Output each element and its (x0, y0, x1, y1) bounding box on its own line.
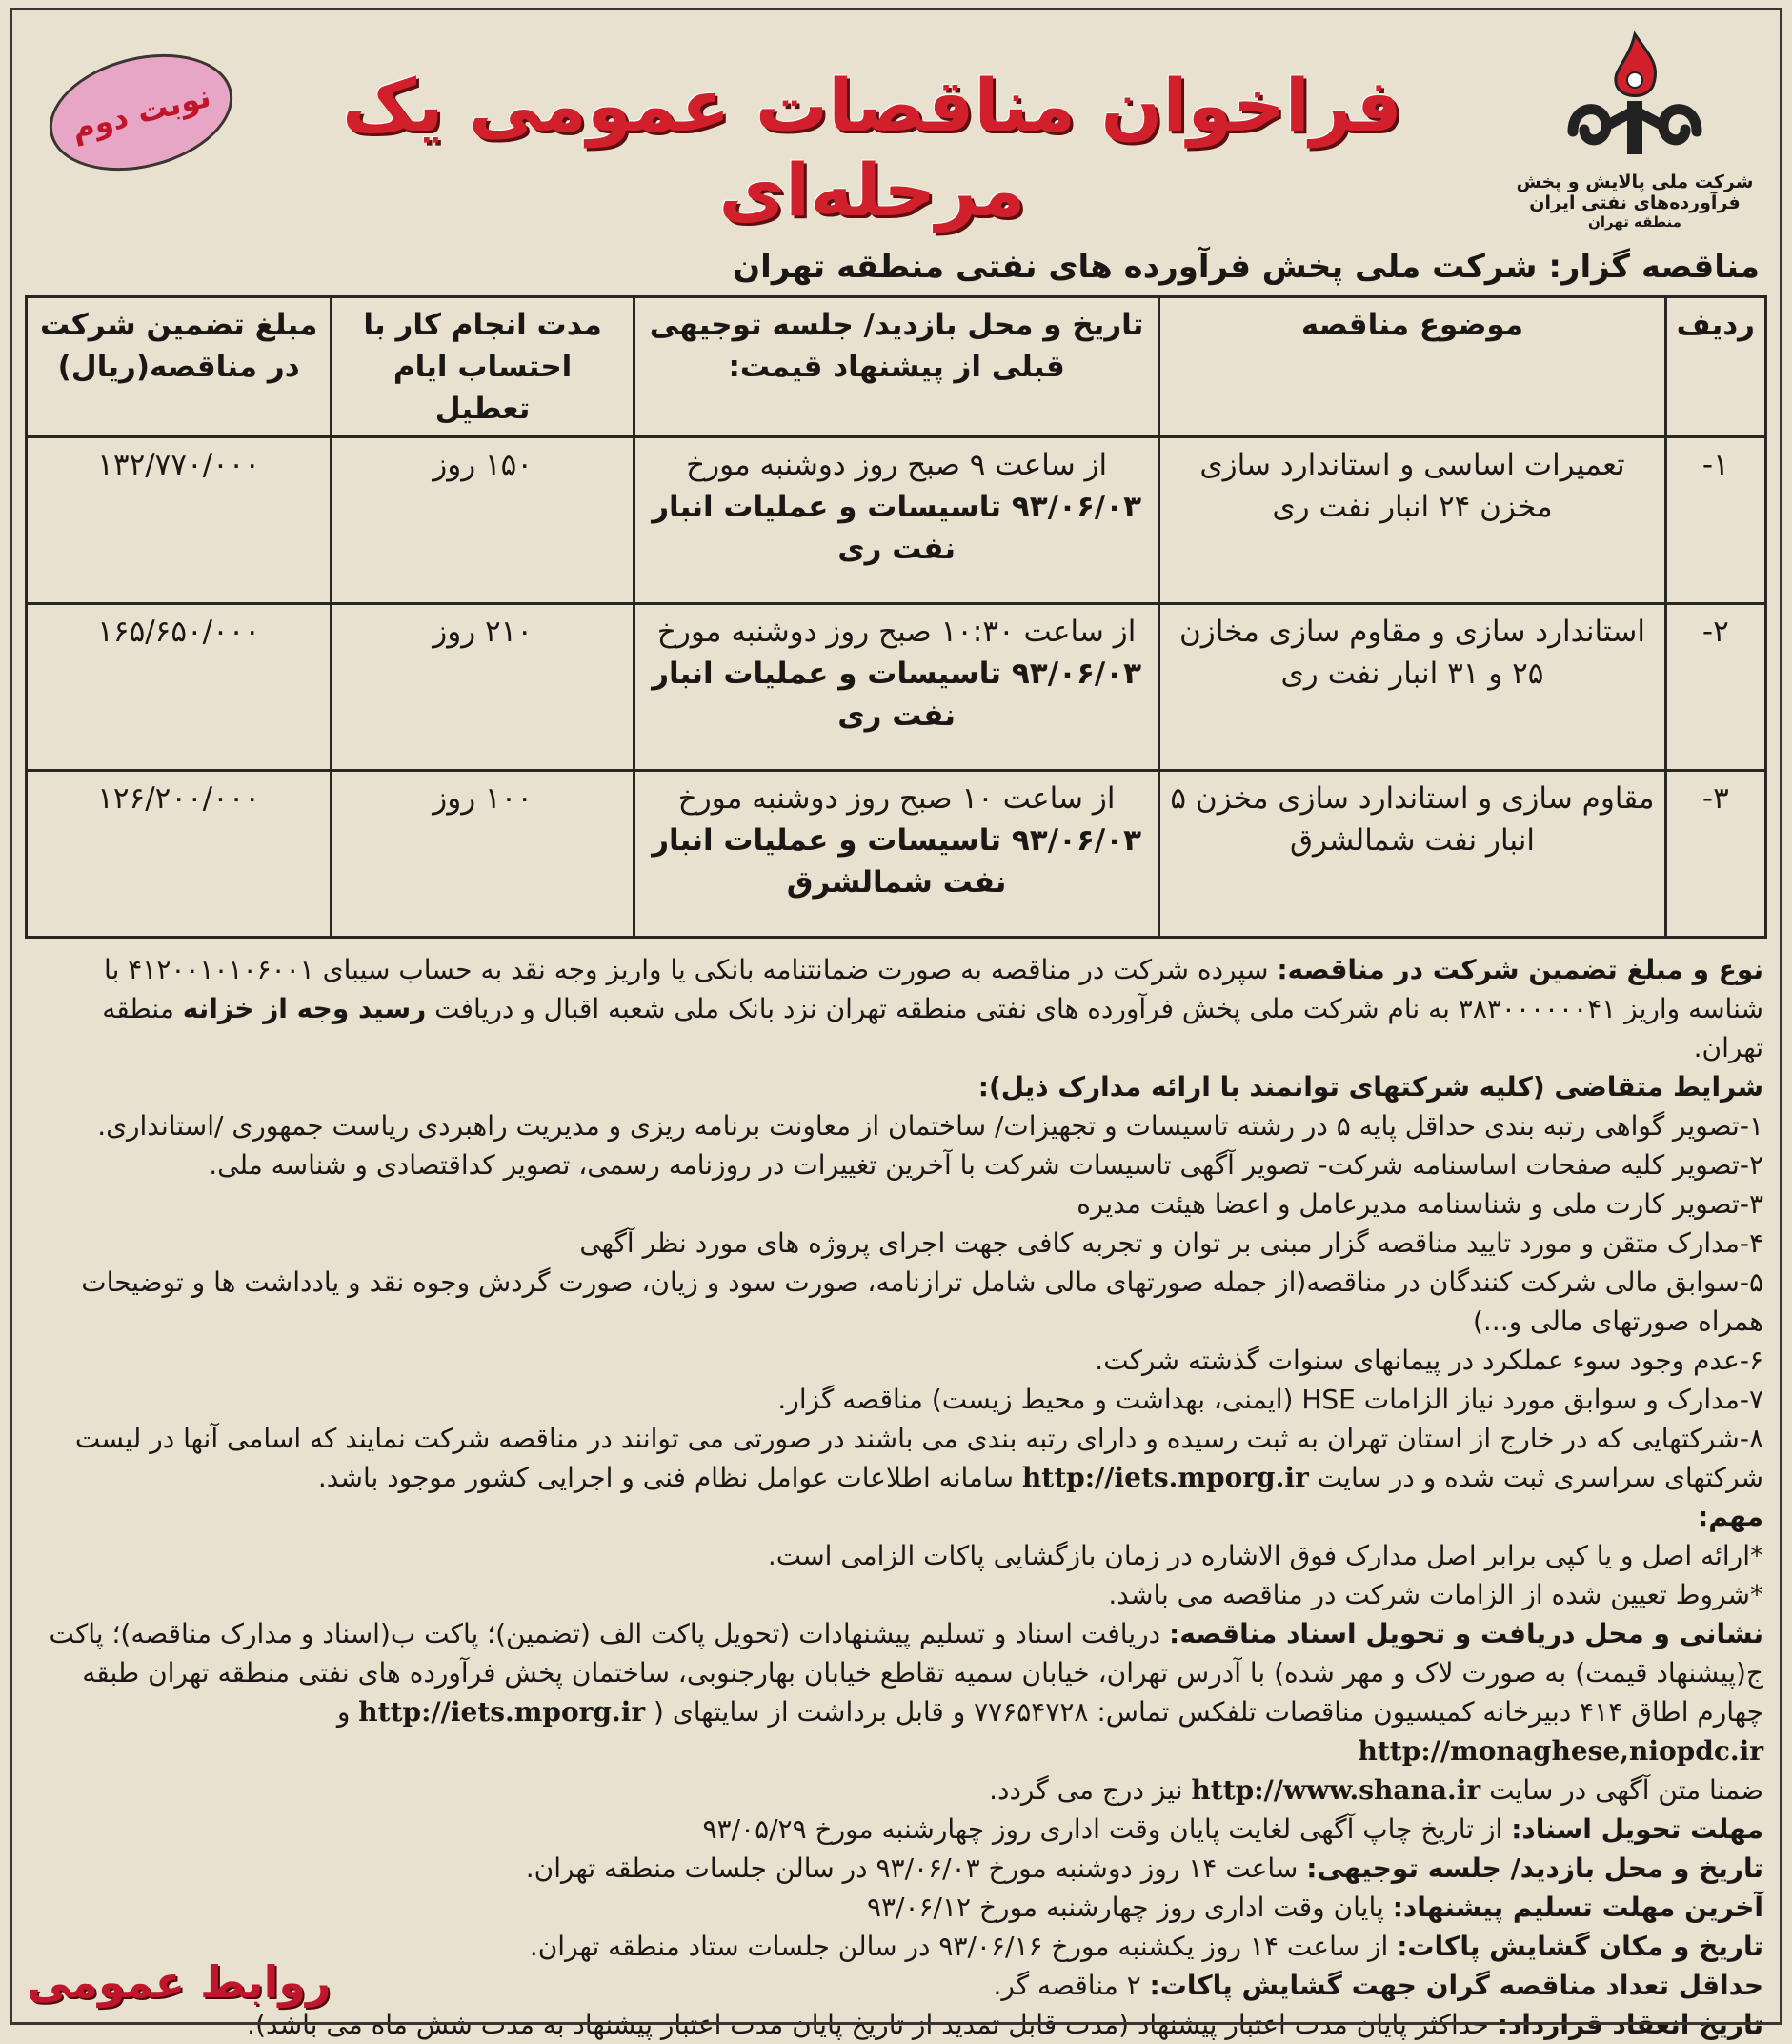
row-subject: تعمیرات اساسی و استاندارد سازی مخزن ۲۴ انبار نفت ری (1159, 437, 1665, 604)
condition-8-tail: سامانه اطلاعات عوامل نظام فنی و اجرایی کشور موجود باشد. (317, 1462, 1015, 1493)
deadline-label: تاریخ انعقاد قرارداد: (1497, 2009, 1763, 2040)
row-number: ۱- (1665, 437, 1765, 604)
guarantee-tail: منطقه تهران. (102, 993, 1763, 1063)
company-logo (1516, 27, 1754, 236)
address-text: دریافت اسناد و تسلیم پیشنهادات (تحویل پاکت الف (تضمین)؛ پاکت ب(اسناد و مدارک مناقصه)؛ پاکت ج(پیشنهاد قیمت) به صورت لاک و مهر شده) با آدرس تهران، خیابان سمیه تقاطع خیابان بهارجنوبی، ساختمان پخش فرآورده های نفتی منطقه تهران طبقه چهارم اطاق ۴۱۴ دبیرخانه کمیسیون مناقصات تلفکس تماس: ۷۷۶۵۴۷۲۸ و قابل برداشت از سایتهای ( (49, 1618, 1763, 1728)
row-visit (634, 604, 1158, 771)
deadline-text: ساعت ۱۴ روز دوشنبه مورخ ۹۳/۰۶/۰۳ در سالن جلسات منطقه تهران. (525, 1852, 1299, 1884)
row-duration: ۱۰۰ روز (332, 771, 634, 938)
public-relations-signature: روابط عمومی (27, 1956, 332, 2008)
deadline-text: از ساعت ۱۴ روز یکشنبه مورخ ۹۳/۰۶/۱۶ در سالن جلسات ستاد منطقه تهران. (529, 1931, 1389, 1962)
condition-item: ۴-مدارک متقن و مورد تایید مناقصه گزار مبنی بر توان و تجربه کافی جهت اجرای پروژه های مورد نظر آگهی (579, 1227, 1763, 1259)
condition-item: ۷-مدارک و سوابق مورد نیاز الزامات HSE (ایمنی، بهداشت و محیط زیست) مناقصه گزار. (777, 1384, 1763, 1415)
deadline-text: ۲ مناقصه گر. (993, 1970, 1141, 2001)
guarantee-text: سپرده شرکت در مناقصه به صورت ضمانتنامه بانکی یا واریز وجه نقد به حساب سیبای ۴۱۲۰۰۱۰۱۰۶۰۰۱ با شناسه واریز ۳۸۳۰۰۰۰۰۰۴۱ به نام شرکت ملی پخش فرآورده های نفتی منطقه تهران نزد بانک ملی شعبه اقبال و دریافت (104, 954, 1763, 1024)
deadline-item (29, 1810, 1763, 1849)
row-subject: استاندارد سازی و مقاوم سازی مخازن ۲۵ و ۳۱ انبار نفت ری (1159, 604, 1665, 771)
header (25, 17, 1767, 246)
guarantee-bold-tail: رسید وجه از خزانه (182, 993, 427, 1024)
row-visit-place: ۹۳/۰۶/۰۳ تاسیسات و عملیات انبار نفت ری (652, 490, 1142, 566)
shana-paragraph (29, 1771, 1763, 1810)
conditions-title: شرایط متقاضی (کلیه شرکتهای توانمند با ارائه مدارک ذیل): (977, 1071, 1763, 1103)
deadline-item (29, 1888, 1763, 1927)
row-number: ۳- (1665, 771, 1765, 938)
guarantee-label: نوع و مبلغ تضمین شرکت در مناقصه: (1277, 954, 1763, 985)
deadline-text: حداکثر پایان مدت اعتبار پیشنهاد (مدت قابل تمدید از تاریخ پایان مدت اعتبار پیشنهاد به مدت شش ماه می باشد). (247, 2009, 1489, 2040)
col-header-row: ردیف (1665, 297, 1765, 437)
deadline-label: تاریخ و محل بازدید/ جلسه توجیهی: (1306, 1852, 1763, 1884)
row-subject: مقاوم سازی و استاندارد سازی مخزن ۵ انبار نفت شمالشرق (1159, 771, 1665, 938)
col-header-amount: مبلغ تضمین شرکت در مناقصه(ریال) (27, 297, 332, 437)
logo-company-name: شرکت ملی پالایش و پخش فرآورده‌های نفتی ایران (1516, 172, 1754, 213)
condition-item: ۶-عدم وجود سوء عملکرد در پیمانهای سنوات گذشته شرکت. (1095, 1345, 1763, 1376)
notice-body (25, 950, 1767, 2044)
row-number: ۲- (1665, 604, 1765, 771)
tender-issuer: مناقصه گزار: شرکت ملی پخش فرآورده های نفتی منطقه تهران (733, 248, 1760, 286)
row-amount: ۱۳۲/۷۷۰/۰۰۰ (27, 437, 332, 604)
address-label: نشانی و محل دریافت و تحویل اسناد مناقصه: (1169, 1618, 1763, 1649)
important-item: *ارائه اصل و یا کپی برابر اصل مدارک فوق الاشاره در زمان بازگشایی پاکات الزامی است. (767, 1540, 1763, 1571)
iets-link[interactable]: http://iets.mporg.ir (1021, 1462, 1309, 1493)
condition-item-8 (29, 1419, 1763, 1497)
shana-link[interactable]: http://www.shana.ir (1191, 1774, 1481, 1806)
condition-item: ۲-تصویر کلیه صفحات اساسنامه شرکت- تصویر آگهی تاسیسات شرکت با آخرین تغییرات در روزنامه رسمی، تصویر کداقتصادی و شناسه ملی. (209, 1149, 1763, 1181)
deadline-item (29, 1849, 1763, 1888)
row-visit-time: از ساعت ۱۰ صبح روز دوشنبه مورخ (677, 781, 1116, 816)
col-header-visit: تاریخ و محل بازدید/ جلسه توجیهی قبلی از پیشنهاد قیمت: (634, 297, 1158, 437)
iets-link[interactable]: http://iets.mporg.ir (358, 1696, 646, 1728)
condition-8-text: ۸-شرکتهایی که در خارج از استان تهران به ثبت رسیده و دارای رتبه بندی می باشند در صورتی می توانند در مناقصه شرکت نمایند که اسامی آنها در لیست شرکتهای سراسری ثبت شده و در سایت (74, 1423, 1763, 1493)
deadline-label: آخرین مهلت تسلیم پیشنهاد: (1392, 1892, 1763, 1923)
table-header-row (27, 297, 1766, 437)
deadline-label: مهلت تحویل اسناد: (1511, 1813, 1763, 1845)
row-visit-time: از ساعت ۱۰:۳۰ صبح روز دوشنبه مورخ (656, 615, 1137, 649)
table-row (27, 604, 1766, 771)
condition-item: ۱-تصویر گواهی رتبه بندی حداقل پایه ۵ در رشته تاسیسات و تجهیزات/ ساختمان از معاونت برنامه ریزی و مدیریت راهبردی ریاست جمهوری /استانداری. (97, 1110, 1763, 1142)
deadline-label: تاریخ و مکان گشایش پاکات: (1397, 1931, 1763, 1962)
logo-region: منطقه تهران (1588, 213, 1681, 231)
row-amount: ۱۲۶/۲۰۰/۰۰۰ (27, 771, 332, 938)
row-visit-place: ۹۳/۰۶/۰۳ تاسیسات و عملیات انبار نفت ری (652, 657, 1142, 733)
important-title: مهم: (1698, 1501, 1763, 1532)
address-and: و (336, 1696, 351, 1728)
shana-pre: ضمنا متن آگهی در سایت (1489, 1774, 1763, 1806)
row-visit (634, 771, 1158, 938)
condition-item: ۵-سوابق مالی شرکت کنندگان در مناقصه(از جمله صورتهای مالی شامل ترازنامه، صورت سود و زیان، صورت گردش وجوه نقد و یادداشت ها و توضیحات همراه صورتهای مالی و...) (81, 1266, 1763, 1337)
condition-item: ۳-تصویر کارت ملی و شناسنامه مدیرعامل و اعضا هیئت مدیره (1077, 1188, 1763, 1220)
col-header-duration: مدت انجام کار با احتساب ایام تعطیل (332, 297, 634, 437)
guarantee-paragraph (29, 950, 1763, 1067)
monaghese-link[interactable]: http://monaghese,niopdc.ir (1358, 1735, 1763, 1767)
table-row (27, 437, 1766, 604)
row-duration: ۲۱۰ روز (332, 604, 634, 771)
second-round-badge: نوبت دوم (37, 36, 245, 189)
address-paragraph (29, 1614, 1763, 1771)
page-title: فراخوان مناقصات عمومی یک مرحله‌ای (342, 63, 1402, 233)
deadline-text: پایان وقت اداری روز چهارشنبه مورخ ۹۳/۰۶/۱۲ (866, 1892, 1384, 1923)
important-item: *شروط تعیین شده از الزامات شرکت در مناقصه می باشد. (1108, 1579, 1763, 1610)
col-header-subject: موضوع مناقصه (1159, 297, 1665, 437)
row-visit (634, 437, 1158, 604)
deadline-text: از تاریخ چاپ آگهی لغایت پایان وقت اداری روز چهارشنبه مورخ ۹۳/۰۵/۲۹ (702, 1813, 1503, 1845)
row-visit-time: از ساعت ۹ صبح روز دوشنبه مورخ (686, 448, 1108, 482)
row-amount: ۱۶۵/۶۵۰/۰۰۰ (27, 604, 332, 771)
table-row (27, 771, 1766, 938)
deadline-label: حداقل تعداد مناقصه گران جهت گشایش پاکات: (1149, 1970, 1763, 2001)
flame-logo-icon (1554, 27, 1716, 170)
shana-post: نیز درج می گردد. (989, 1774, 1183, 1806)
row-visit-place: ۹۳/۰۶/۰۳ تاسیسات و عملیات انبار نفت شمالشرق (652, 823, 1142, 900)
row-duration: ۱۵۰ روز (332, 437, 634, 604)
tenders-table (25, 295, 1767, 939)
deadline-item (29, 2005, 1763, 2044)
